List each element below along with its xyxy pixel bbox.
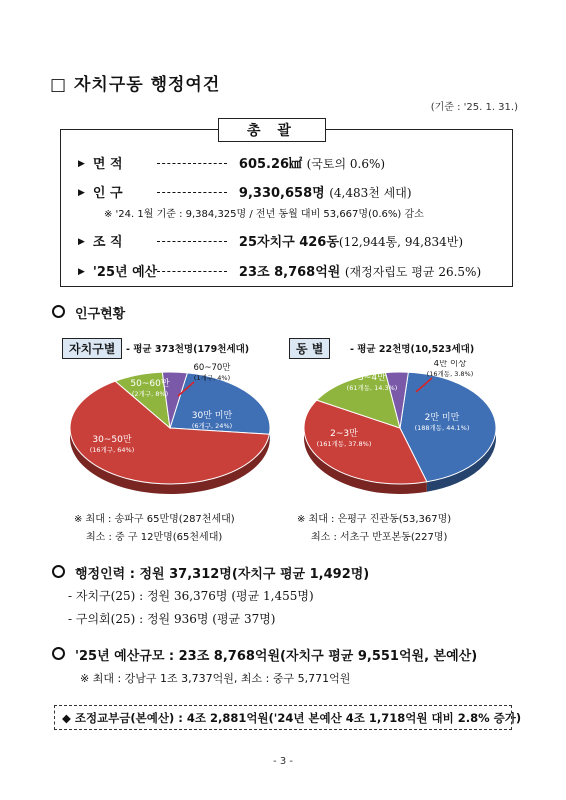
row-label: 인 구 [92, 186, 123, 201]
circle-bullet-icon [52, 565, 65, 578]
slice-label: 60~70만 [193, 363, 231, 373]
slice-label: 30~50만 [92, 435, 132, 445]
staff-line-district: - 자치구(25) : 정원 36,376명 (평균 1,455명) [68, 589, 314, 603]
row-value: 23조 8,768억원 [238, 265, 341, 280]
dash-leader [157, 192, 227, 193]
row-label: '25년 예산 [92, 265, 158, 280]
slice-detail: (188개동, 44.1%) [414, 424, 470, 432]
row-sub: (12,944통, 94,834반) [338, 235, 464, 249]
row-sub: (4,483천 세대) [329, 186, 412, 200]
district-note-min: 최소 : 중 구 12만명(65천세대) [86, 532, 223, 543]
slice-label: 50~60만 [130, 379, 170, 389]
slice-label: 30만 미만 [191, 411, 233, 421]
dash-leader [157, 241, 227, 242]
population-note: ※ '24. 1월 기준 : 9,384,325명 / 전년 동월 대비 53,667명(0.6%) 감소 [104, 209, 424, 220]
row-value: 9,330,658명 [238, 186, 325, 201]
circle-bullet-icon [52, 305, 65, 318]
summary-row-budget [78, 261, 481, 280]
summary-row-area [78, 153, 385, 172]
staff-line-council: - 구의회(25) : 정원 936명 (평균 37명) [68, 612, 276, 626]
dong-average: - 평균 22천명(10,523세대) [350, 344, 475, 355]
row-value: 605.26㎢ [238, 157, 303, 172]
circle-bullet-icon [52, 647, 65, 660]
slice-detail: (61개동, 14.3%) [346, 384, 398, 392]
dash-leader [157, 163, 227, 164]
slice-detail: (1개구, 4%) [193, 374, 231, 382]
row-sub: (국토의 0.6%) [306, 157, 386, 171]
dong-note-min: 최소 : 서초구 반포본동(227명) [311, 532, 448, 543]
district-chart-label: 자치구별 [62, 338, 122, 359]
slice-label: 2~3만 [330, 429, 358, 439]
summary-header: 총 괄 [218, 118, 326, 142]
slice-detail: (16개구, 64%) [89, 446, 135, 454]
budget-heading: '25년 예산규모 : 23조 8,768억원(자치구 평균 9,551억원, 본예산) [52, 645, 477, 664]
triangle-bullet-icon: ▶ [78, 188, 85, 198]
page-number: - 3 - [273, 756, 293, 767]
population-heading: 인구현황 [52, 303, 125, 322]
dash-leader [157, 271, 227, 272]
district-note-max: ※ 최대 : 송파구 65만명(287천세대) [74, 514, 235, 525]
triangle-bullet-icon: ▶ [78, 267, 85, 277]
triangle-bullet-icon: ▶ [78, 237, 85, 247]
row-value: 25자치구 426동 [238, 235, 339, 250]
summary-row-population [78, 182, 412, 201]
slice-detail: (161개동, 37.8%) [316, 440, 372, 448]
staff-heading: 행정인력 : 정원 37,312명(자치구 평균 1,492명) [52, 563, 369, 582]
row-label: 면 적 [92, 157, 123, 172]
grant-text: ◆ 조정교부금(본예산) : 4조 2,881억원('24년 본예산 4조 1,718억원 대비 2.8% 증가) [62, 711, 522, 725]
row-sub: (재정자립도 평균 26.5%) [344, 265, 482, 279]
row-label: 조 직 [92, 235, 123, 250]
slice-detail: (16개동, 3.8%) [426, 370, 474, 378]
slice-label: 4만 이상 [433, 360, 467, 369]
dong-note-max: ※ 최대 : 은평구 진관동(53,367명) [297, 514, 452, 525]
district-average: - 평균 373천명(179천세대) [126, 344, 250, 355]
basis-date: (기준 : '25. 1. 31.) [430, 102, 518, 113]
slice-label: 2만 미만 [424, 413, 460, 423]
triangle-bullet-icon: ▶ [78, 159, 85, 169]
dong-chart-label: 동 별 [289, 338, 330, 359]
budget-note: ※ 최대 : 강남구 1조 3,737억원, 최소 : 중구 5,771억원 [80, 672, 351, 685]
dong-pie-chart [292, 360, 512, 500]
slice-detail: (6개구, 24%) [191, 422, 233, 430]
page-title: □ 자치구동 행정여건 [50, 75, 221, 95]
slice-label: 3~4만 [358, 373, 386, 383]
district-pie-chart [55, 360, 285, 500]
slice-detail: (2개구, 8%) [131, 390, 169, 398]
summary-row-organization [78, 231, 463, 250]
